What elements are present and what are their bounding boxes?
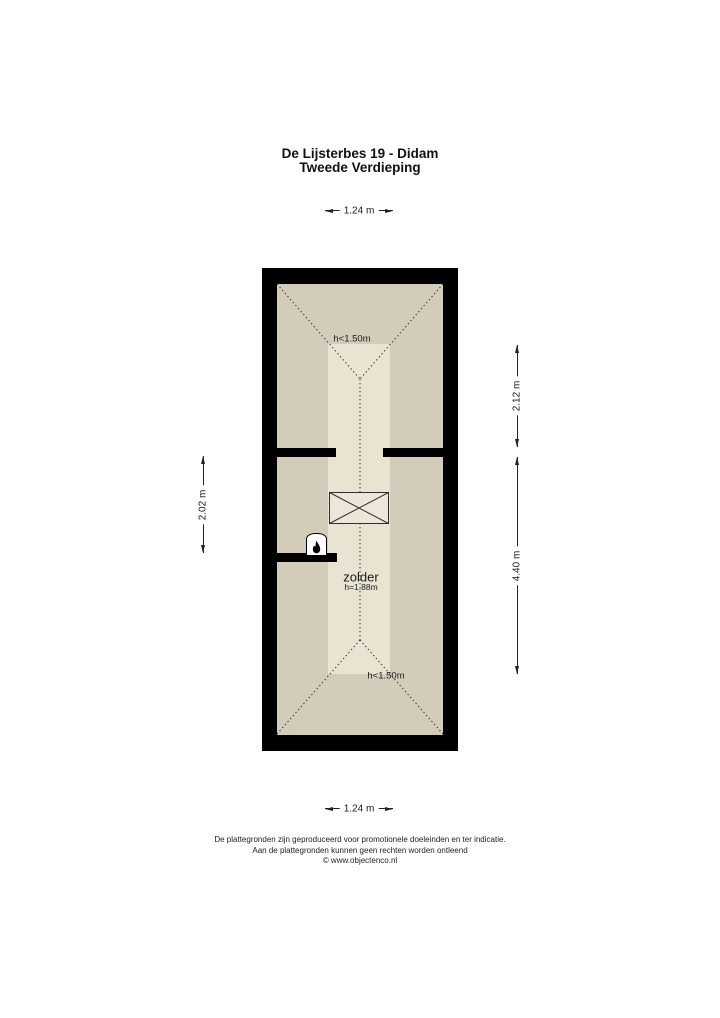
low-height-label-top: h<1.50m bbox=[333, 333, 371, 345]
footer-disclaimer bbox=[0, 835, 720, 867]
arrow-left-icon bbox=[325, 807, 333, 811]
arrow-left-icon bbox=[325, 209, 333, 213]
dimension-right-lower-value: 4.40 m bbox=[512, 546, 523, 585]
dimension-top-value: 1.24 m bbox=[340, 205, 379, 216]
attic-room bbox=[277, 284, 443, 735]
flame-icon bbox=[311, 540, 322, 554]
arrow-right-icon bbox=[385, 209, 393, 213]
dimension-right-upper-value: 2.12 m bbox=[512, 377, 523, 416]
arrow-down-icon bbox=[515, 666, 519, 674]
roofline-and-stair-overlay bbox=[277, 284, 443, 735]
boiler-icon bbox=[306, 533, 327, 556]
title-floor: Tweede Verdieping bbox=[299, 160, 421, 175]
arrow-up-icon bbox=[515, 457, 519, 465]
room-label: zolder bbox=[343, 569, 379, 585]
room-height-label: h=1.88m bbox=[344, 582, 378, 592]
title-address: De Lijsterbes 19 - Didam bbox=[281, 146, 439, 161]
dimension-left bbox=[196, 456, 210, 553]
dimension-left-value: 2.02 m bbox=[198, 485, 209, 524]
wall-divider-left bbox=[277, 448, 336, 457]
disclaimer-line-1: De plattegronden zijn geproduceerd voor promotionele doeleinden en ter indicatie. bbox=[214, 835, 506, 844]
dimension-bottom-value: 1.24 m bbox=[340, 803, 379, 814]
disclaimer-line-3: © www.objectenco.nl bbox=[322, 856, 398, 865]
arrow-down-icon bbox=[201, 545, 205, 553]
low-height-label-bottom: h<1.50m bbox=[367, 670, 405, 682]
arrow-up-icon bbox=[201, 456, 205, 464]
disclaimer-line-2: Aan de plattegronden kunnen geen rechten worden ontleend bbox=[252, 845, 468, 855]
page-title bbox=[0, 147, 720, 175]
floor-plan bbox=[262, 268, 458, 751]
dimension-top bbox=[325, 204, 393, 217]
stair-opening-crossbox bbox=[330, 493, 389, 524]
arrow-up-icon bbox=[515, 345, 519, 353]
wall-divider-right bbox=[383, 448, 443, 457]
dimension-right-upper bbox=[510, 345, 524, 447]
arrow-down-icon bbox=[515, 439, 519, 447]
arrow-right-icon bbox=[385, 807, 393, 811]
dimension-bottom bbox=[325, 802, 393, 815]
dimension-right-lower bbox=[510, 457, 524, 674]
